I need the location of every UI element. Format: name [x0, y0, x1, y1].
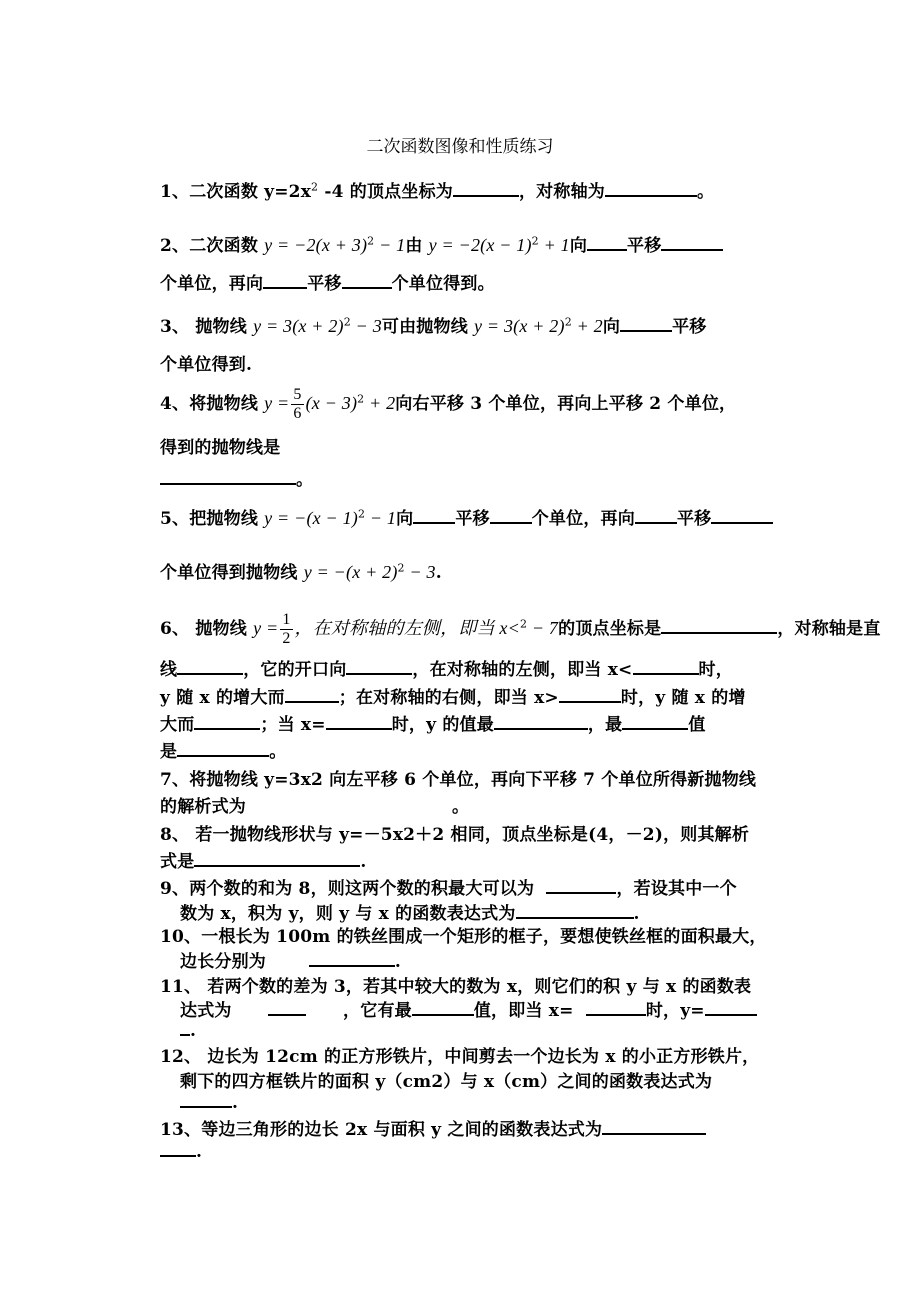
answer-blank[interactable]: [711, 507, 773, 524]
q2-text: 个单位，再向: [160, 274, 264, 294]
answer-blank[interactable]: [194, 850, 360, 867]
page-title: 二次函数图像和性质练习: [366, 137, 554, 157]
q1-text: -4 的顶点坐标为: [318, 182, 453, 202]
answer-blank[interactable]: [177, 658, 243, 675]
q1-exponent: 2: [311, 180, 319, 194]
exponent: 2: [343, 315, 351, 329]
exponent: 2: [531, 234, 539, 248]
q10-text: 10、一根长为 100m 的铁丝围成一个矩形的框子，要想使铁丝框的面积最大，: [160, 927, 767, 947]
formula: y = −(x − 1): [264, 508, 358, 528]
q6-text: 6、 抛物线: [160, 619, 247, 639]
q6-text: ；当 x=: [260, 715, 326, 735]
q8-text: .: [360, 852, 367, 872]
answer-blank[interactable]: [635, 507, 677, 524]
exponent: 2: [367, 234, 375, 248]
q5-text: 平移: [455, 509, 490, 529]
q3-text: 向: [602, 317, 621, 337]
q5-text: 个单位，再向: [531, 509, 635, 529]
answer-blank[interactable]: [160, 1140, 196, 1157]
q2-text: 平移: [627, 236, 662, 256]
formula: − 1: [365, 508, 397, 528]
q12-text: 剩下的四方框铁片的面积 y（cm2）与 x（cm）之间的函数表达式为: [180, 1072, 713, 1092]
q2-text: 2、二次函数: [160, 236, 259, 256]
formula: ，在对称轴的左侧，即当 x<: [294, 618, 520, 638]
q6-text: 大而: [160, 715, 195, 735]
answer-blank[interactable]: [326, 713, 392, 730]
q9-text: 数为 x，积为 y，则 y 与 x 的函数表达式为: [180, 904, 516, 924]
q7-text: 的解析式为: [160, 797, 246, 817]
question-3: [160, 312, 706, 337]
question-9-cont: [180, 899, 640, 924]
q6-text: ，最: [587, 715, 623, 735]
q4-text: 。: [296, 470, 314, 490]
q2-text: 个单位得到。: [391, 274, 495, 294]
q6-text: 。: [269, 742, 287, 762]
q6-text: ，在对称轴的左侧，即当 x<: [412, 660, 633, 680]
q6-text: 时，: [698, 660, 733, 680]
answer-blank[interactable]: [194, 713, 260, 730]
q3-text: 3、 抛物线: [160, 317, 247, 337]
question-10: [160, 922, 767, 947]
q12-text: 12、 边长为 12cm 的正方形铁片，中间剪去一个边长为 x 的小正方形铁片，: [160, 1047, 760, 1067]
q1-text: 。: [696, 182, 715, 202]
q2-text: 由: [405, 236, 423, 256]
formula: − 3: [404, 562, 436, 582]
q1-text: 1、二次函数 y=2x: [160, 182, 312, 202]
question-8-cont: [160, 847, 367, 872]
answer-blank[interactable]: [180, 1091, 232, 1108]
question-6-line3: [160, 683, 746, 708]
formula: + 2: [364, 393, 396, 413]
q5-text: .: [435, 563, 442, 583]
answer-blank[interactable]: [285, 686, 339, 703]
answer-blank[interactable]: [620, 315, 672, 332]
q7-text: 。: [452, 797, 470, 817]
question-12: [160, 1042, 759, 1067]
q6-text: 值: [688, 715, 706, 735]
answer-blank[interactable]: [559, 686, 621, 703]
question-6: [160, 611, 881, 648]
q2-text: 平移: [307, 274, 342, 294]
answer-blank[interactable]: [180, 1019, 190, 1036]
formula: (x − 3): [305, 393, 358, 413]
q6-text: ；在对称轴的右侧，即当 x>: [338, 688, 559, 708]
q5-text: 个单位得到抛物线: [160, 563, 298, 583]
q4-text: 4、将抛物线: [160, 394, 259, 414]
formula: y =: [264, 393, 290, 413]
question-9: [160, 874, 737, 899]
q6-text: 线: [160, 660, 178, 680]
q9-text: ，若设其中一个: [616, 879, 737, 899]
answer-blank[interactable]: [412, 999, 474, 1016]
numerator: 5: [293, 386, 302, 403]
q3-text: 平移: [672, 317, 707, 337]
numerator: 1: [282, 611, 291, 628]
answer-blank[interactable]: [633, 658, 699, 675]
q11-text: ，它有最: [343, 1001, 412, 1021]
q6-text: ，它的开口向: [243, 660, 347, 680]
formula: + 2: [571, 316, 603, 336]
question-11-cont: [180, 996, 757, 1021]
formula: y =: [253, 618, 279, 638]
q9-text: 9、两个数的和为 8，则这两个数的积最大可以为: [160, 879, 535, 899]
exponent: 2: [357, 507, 366, 521]
answer-blank[interactable]: [661, 234, 723, 251]
question-6-line2: [160, 655, 733, 680]
question-2-cont: [160, 269, 495, 294]
question-6-line4: [160, 710, 706, 735]
answer-blank[interactable]: [177, 740, 269, 757]
question-7: [160, 765, 756, 790]
q5-text: 5、把抛物线: [160, 509, 259, 529]
question-4-cont: [160, 433, 280, 458]
exponent: 2: [357, 392, 365, 406]
question-10-cont: [180, 947, 401, 972]
q10-text: .: [394, 952, 401, 972]
answer-blank[interactable]: [516, 902, 634, 919]
q12-text: .: [232, 1093, 239, 1113]
answer-blank[interactable]: [605, 180, 697, 197]
formula: − 1: [374, 235, 406, 255]
q11-text: 值，即当 x=: [473, 1001, 574, 1021]
answer-blank[interactable]: [705, 999, 757, 1016]
q6-text: 的顶点坐标是: [558, 619, 662, 639]
question-3-cont: [160, 350, 252, 375]
q11-text: .: [190, 1021, 197, 1041]
answer-blank[interactable]: [587, 234, 627, 251]
question-4-answer: [160, 465, 313, 490]
answer-blank[interactable]: [160, 468, 296, 485]
q7-text: 7、将抛物线 y=3x2 向左平移 6 个单位，再向下平移 7 个单位所得新抛物线: [160, 770, 757, 790]
answer-blank[interactable]: [263, 272, 307, 289]
formula: y = −2(x − 1): [428, 235, 532, 255]
q8-text: 8、 若一抛物线形状与 y=－5x2＋2 相同，顶点坐标是(4，－2)，则其解析: [160, 825, 750, 845]
answer-blank[interactable]: [413, 507, 455, 524]
question-5: [160, 504, 773, 529]
answer-blank[interactable]: [661, 617, 777, 634]
q11-text: 时，y=: [645, 1001, 705, 1021]
q6-text: 时，y 随 x 的增: [620, 688, 746, 708]
q13-text: 13、等边三角形的边长 2x 与面积 y 之间的函数表达式为: [160, 1120, 603, 1140]
q10-text: 边长分别为: [180, 952, 266, 972]
answer-blank[interactable]: [494, 713, 588, 730]
formula: − 3: [350, 316, 382, 336]
question-12-answer: [180, 1091, 238, 1113]
answer-blank[interactable]: [546, 877, 616, 894]
q13-text: .: [196, 1142, 203, 1162]
answer-blank[interactable]: [342, 272, 392, 289]
q4-text: 向右平移 3 个单位，再向上平移 2 个单位，: [395, 394, 737, 414]
question-1: [160, 177, 714, 202]
q5-text: 向: [396, 509, 414, 529]
answer-blank[interactable]: [309, 950, 395, 967]
formula: y = 3(x + 2): [253, 316, 344, 336]
answer-blank[interactable]: [586, 999, 646, 1016]
exponent: 2: [564, 315, 572, 329]
answer-blank[interactable]: [490, 507, 532, 524]
q6-text: 是: [160, 742, 178, 762]
question-8: [160, 820, 749, 845]
question-12-cont: [180, 1067, 712, 1092]
q5-text: 平移: [676, 509, 712, 529]
q1-text: ，对称轴为: [518, 182, 605, 202]
q6-text: ，对称轴是直: [777, 619, 881, 639]
denominator: 6: [293, 405, 302, 422]
exponent: 2: [397, 561, 405, 575]
question-13: [160, 1115, 706, 1140]
fraction: [280, 611, 292, 648]
formula: y = −2(x + 3): [264, 235, 368, 255]
question-6-line5: [160, 737, 286, 762]
question-7-cont: [160, 792, 469, 817]
answer-blank[interactable]: [346, 658, 412, 675]
answer-blank[interactable]: [622, 713, 688, 730]
formula: y = −(x + 2): [303, 562, 398, 582]
question-13-cont: [160, 1140, 202, 1162]
q3-text: 个单位得到.: [160, 355, 253, 375]
q3-text: 可由抛物线: [381, 317, 468, 337]
question-5-cont: [160, 558, 442, 583]
q8-text: 式是: [160, 852, 195, 872]
q9-text: .: [633, 904, 640, 924]
q4-text: 得到的抛物线是: [160, 438, 281, 458]
formula: − 7: [527, 618, 559, 638]
question-11-answer: [180, 1019, 196, 1041]
q6-text: 时，y 的值最: [391, 715, 494, 735]
answer-blank[interactable]: [268, 999, 306, 1016]
exponent: 2: [519, 617, 528, 631]
formula: y = 3(x + 2): [474, 316, 565, 336]
fraction: [291, 386, 303, 423]
question-2: [160, 231, 723, 256]
denominator: 2: [282, 630, 291, 647]
answer-blank[interactable]: [453, 180, 519, 197]
q11-text: 达式为: [180, 1001, 232, 1021]
q6-text: y 随 x 的增大而: [160, 688, 285, 708]
q11-text: 11、 若两个数的差为 3，若其中较大的数为 x，则它们的积 y 与 x 的函数表: [160, 977, 752, 997]
formula: + 1: [538, 235, 570, 255]
q2-text: 向: [569, 236, 588, 256]
question-11: [160, 972, 751, 997]
question-4: [160, 386, 736, 423]
answer-blank[interactable]: [602, 1118, 706, 1135]
